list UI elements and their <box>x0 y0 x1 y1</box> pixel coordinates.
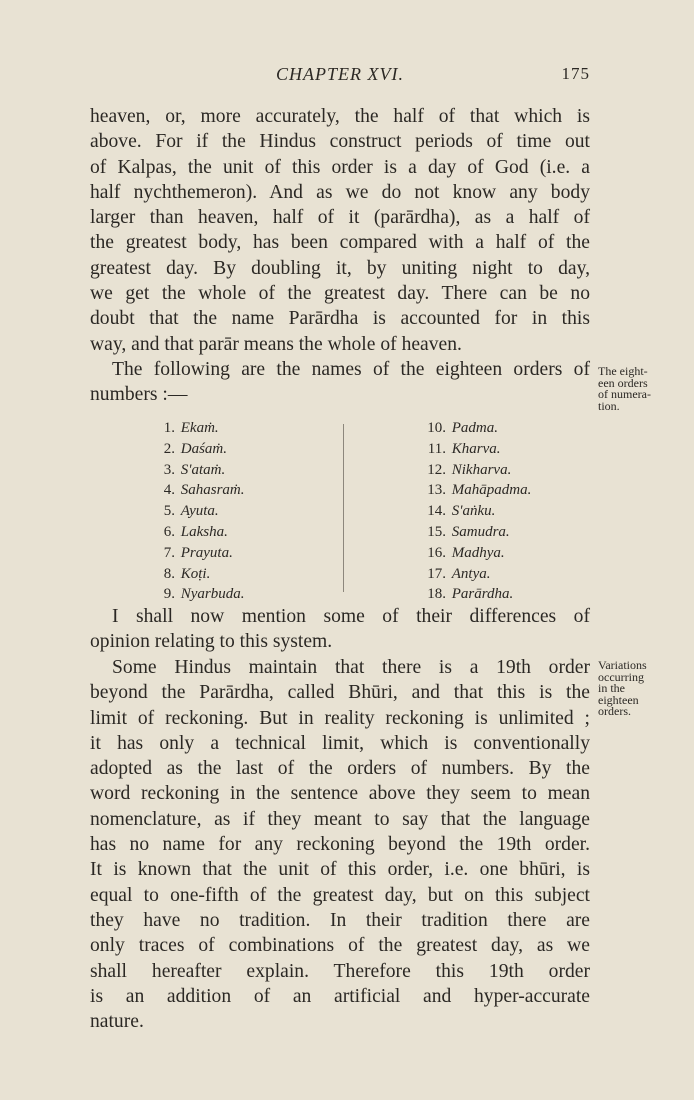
margin-note-variations <box>598 660 647 718</box>
list-item <box>130 522 330 543</box>
chapter-title: CHAPTER XVI. <box>276 64 404 84</box>
margin-note-line: The eight- <box>598 364 648 378</box>
margin-note-line: tion. <box>598 398 620 413</box>
item-number: 1. <box>163 420 175 436</box>
list-item <box>408 543 608 564</box>
list-item <box>130 501 330 522</box>
paragraph-parardha <box>90 104 590 357</box>
item-name: Samudra. <box>451 523 510 540</box>
orders-column-right <box>408 418 608 605</box>
item-name: Prayuta. <box>180 544 233 561</box>
item-name: Mahāpadma. <box>451 482 532 499</box>
list-item <box>130 584 330 605</box>
text-line: numbers :— <box>90 384 188 406</box>
margin-note-line: Variations <box>598 658 647 672</box>
text-line: larger than heaven, half of it (parārdha), as a half of <box>90 207 590 229</box>
item-name: Padma. <box>451 420 498 436</box>
text-line: half nychthemeron). And as we do not know any body <box>90 181 590 203</box>
item-name: Koṭi. <box>180 565 211 582</box>
item-name: Daśaṁ. <box>180 440 228 457</box>
text-line: heaven, or, more accurately, the half of that which is <box>90 106 590 127</box>
item-name: Ayuta. <box>180 503 219 520</box>
item-number: 8. <box>163 565 175 582</box>
item-number: 3. <box>163 461 175 478</box>
list-item <box>130 460 330 481</box>
page-number: 175 <box>561 64 590 83</box>
list-item <box>408 522 608 543</box>
list-item <box>130 564 330 585</box>
list-item <box>408 480 608 501</box>
running-head <box>90 64 590 88</box>
margin-note-line: occurring <box>598 669 644 684</box>
margin-note-eighteen-orders <box>598 366 651 412</box>
item-number: 15. <box>427 523 446 540</box>
paragraph-eighteen-orders <box>90 357 590 408</box>
item-number: 7. <box>163 544 175 561</box>
text-line: word reckoning in the sentence above they seem to mean <box>90 783 590 805</box>
text-line: we get the whole of the greatest day. There can be no <box>90 283 590 305</box>
item-number: 2. <box>163 440 175 457</box>
text-line: shall hereafter explain. Therefore this 19th order <box>90 960 590 982</box>
item-name: Nyarbuda. <box>180 586 245 603</box>
text-line: limit of reckoning. But in reality reckoning is unlimited ; <box>90 707 590 729</box>
list-item <box>130 439 330 460</box>
text-line: the greatest body, has been compared with a half of the <box>90 232 590 254</box>
paragraph-variations <box>90 655 590 1034</box>
margin-note-line: of numera- <box>598 387 651 401</box>
text-line: doubt that the name Parārdha is accounted for in this <box>90 308 590 330</box>
orders-list <box>130 418 550 603</box>
orders-column-left <box>130 418 330 605</box>
text-line: it has only a technical limit, which is conventionally <box>90 732 590 754</box>
item-number: 13. <box>427 482 446 499</box>
item-number: 17. <box>427 565 446 582</box>
item-name: Ekaṁ. <box>180 420 219 436</box>
text-line: is an addition of an artificial and hyper-accurate <box>90 985 590 1007</box>
column-divider <box>343 424 344 592</box>
item-number: 11. <box>427 440 446 457</box>
list-item <box>408 418 608 439</box>
margin-note-line: een orders <box>598 375 648 390</box>
item-name: Nikharva. <box>451 461 512 478</box>
item-name: Laksha. <box>180 523 228 540</box>
item-name: Sahasraṁ. <box>180 482 245 499</box>
text-line: equal to one-fifth of the greatest day, but on this subject <box>90 884 590 906</box>
paragraph-differences <box>90 604 590 655</box>
item-number: 14. <box>427 503 446 520</box>
text-line: opinion relating to this system. <box>90 631 333 653</box>
text-line: way, and that parār means the whole of heaven. <box>90 333 462 355</box>
text-line: It is known that the unit of this order, i.e. one bhūri, is <box>90 859 590 881</box>
item-name: Parārdha. <box>451 586 514 603</box>
item-name: Kharva. <box>451 440 501 457</box>
item-number: 18. <box>427 586 446 603</box>
list-item <box>408 564 608 585</box>
text-line: I shall now mention some of their differences of <box>112 606 590 627</box>
text-line: they have no tradition. In their tradition there are <box>90 909 590 931</box>
item-number: 9. <box>163 586 175 603</box>
item-number: 4. <box>163 482 175 499</box>
text-line: adopted as the last of the orders of numbers. By the <box>90 758 590 780</box>
text-line: above. For if the Hindus construct periods of time out <box>90 131 590 153</box>
list-item <box>130 543 330 564</box>
item-number: 16. <box>427 544 446 561</box>
list-item <box>130 418 330 439</box>
list-item <box>408 460 608 481</box>
text-line: beyond the Parārdha, called Bhūri, and that this is the <box>90 682 590 704</box>
item-name: Madhya. <box>451 544 505 561</box>
text-line: Some Hindus maintain that there is a 19th order <box>112 657 590 678</box>
item-number: 10. <box>427 420 446 436</box>
text-line: has no name for any reckoning beyond the 19th order. <box>90 834 590 856</box>
margin-note-line: in the <box>598 681 625 695</box>
item-number: 6. <box>163 523 175 540</box>
item-number: 5. <box>163 503 175 520</box>
item-name: S'ataṁ. <box>180 461 226 478</box>
item-name: S'aṅku. <box>451 503 496 520</box>
list-item <box>130 480 330 501</box>
list-item <box>408 439 608 460</box>
list-item <box>408 584 608 605</box>
text-line: nomenclature, as if they meant to say that the language <box>90 808 590 830</box>
item-name: Antya. <box>451 565 491 582</box>
item-number: 12. <box>427 461 446 478</box>
text-line: greatest day. By doubling it, by uniting night to day, <box>90 257 590 279</box>
list-item <box>408 501 608 522</box>
margin-note-line: orders. <box>598 704 631 718</box>
text-line: only traces of combinations of the greatest day, as we <box>90 935 590 957</box>
text-line: The following are the names of the eighteen orders of <box>112 359 590 380</box>
text-line: nature. <box>90 1011 144 1033</box>
text-line: of Kalpas, the unit of this order is a day of God (i.e. a <box>90 156 590 178</box>
margin-note-line: eighteen <box>598 692 639 707</box>
